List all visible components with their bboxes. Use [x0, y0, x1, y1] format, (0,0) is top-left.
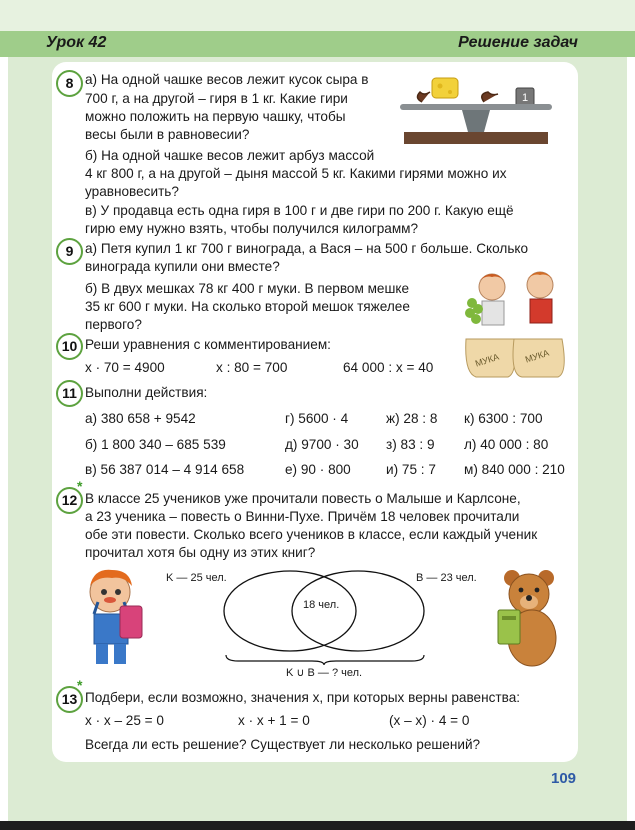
task11-a: а) 380 658 + 9542	[85, 411, 196, 426]
task11-z: з) 83 : 9	[386, 437, 435, 452]
sack-label-2: МУКА	[523, 347, 551, 365]
task12-line3: обе эти повести. Сколько всего учеников в классе, если каждый ученик	[85, 527, 538, 542]
task11-i: и) 75 : 7	[386, 462, 436, 477]
scales-illustration	[392, 66, 560, 148]
task9-b-line2: 35 кг 600 г муки. На сколько второй мешок тяжелее	[85, 299, 410, 314]
task11-l: л) 40 000 : 80	[464, 437, 549, 452]
bottom-strip	[0, 821, 635, 830]
venn-union-brace	[226, 655, 424, 665]
task11-m: м) 840 000 : 210	[464, 462, 565, 477]
task-number-8: 8	[56, 70, 83, 97]
task-number-11: 11	[56, 380, 83, 407]
page-number: 109	[551, 770, 577, 787]
task-number-10: 10	[56, 333, 83, 360]
task11-k: к) 6300 : 700	[464, 411, 543, 426]
weight-label: 1	[521, 92, 529, 104]
sack-label-1: МУКА	[473, 351, 501, 369]
task13-equation-2: x · x + 1 = 0	[238, 713, 310, 728]
task12-line1: В классе 25 учеников уже прочитали повесть о Малыше и Карлсоне,	[85, 491, 521, 506]
task8-a-line1: а) На одной чашке весов лежит кусок сыра в	[85, 72, 369, 87]
venn-label-union: K ∪ B — ? чел.	[286, 667, 363, 679]
task11-d: д) 9700 · 30	[285, 437, 359, 452]
task11-text: Выполни действия:	[85, 385, 208, 400]
task8-b-line1: б) На одной чашке весов лежит арбуз массой	[85, 148, 375, 163]
task-number-13: 13	[56, 686, 83, 713]
topic-title: Решение задач	[458, 34, 578, 51]
task9-a-line2: винограда купили они вместе?	[85, 259, 280, 274]
task8-c-line1: в) У продавца есть одна гиря в 100 г и две гири по 200 г. Какую ещё	[85, 203, 514, 218]
venn-set-b	[292, 571, 424, 651]
venn-label-center: 18 чел.	[303, 599, 340, 611]
task10-text: Реши уравнения с комментированием:	[85, 337, 331, 352]
task8-c-line2: гирю ему нужно взять, чтобы получился килограмм?	[85, 221, 419, 236]
task12-line4: прочитал хотя бы одну из этих книг?	[85, 545, 316, 560]
venn-label-left: K — 25 чел.	[166, 572, 227, 584]
winnie-pooh-illustration	[490, 566, 570, 670]
task9-a-line1: а) Петя купил 1 кг 700 г винограда, а Вася – на 500 г больше. Сколько	[85, 241, 529, 256]
task13-equation-3: (x – x) · 4 = 0	[389, 713, 470, 728]
carlson-illustration	[74, 566, 152, 670]
task13-equation-1: x · x – 25 = 0	[85, 713, 164, 728]
boys-with-flour-illustration	[458, 263, 570, 381]
task8-a-line3: можно положить на первую чашку, чтобы	[85, 109, 346, 124]
task11-b: б) 1 800 340 – 685 539	[85, 437, 226, 452]
task11-e: е) 90 · 800	[285, 462, 351, 477]
difficulty-star-12: *	[77, 478, 83, 494]
venn-diagram	[220, 565, 430, 665]
venn-set-k	[224, 571, 356, 651]
task-number-12: 12	[56, 487, 83, 514]
venn-label-right: B — 23 чел.	[416, 572, 477, 584]
task13-text: Подбери, если возможно, значения x, при которых верны равенства:	[85, 690, 521, 705]
task8-a-line4: весы были в равновесии?	[85, 127, 250, 142]
task13-question: Всегда ли есть решение? Существует ли несколько решений?	[85, 737, 481, 752]
task9-b-line3: первого?	[85, 317, 142, 332]
task9-b-line1: б) В двух мешках 78 кг 400 г муки. В первом мешке	[85, 281, 410, 296]
task8-a-line2: 700 г, а на другой – гиря в 1 кг. Какие гири	[85, 91, 348, 106]
difficulty-star-13: *	[77, 677, 83, 693]
task10-equation-1: x · 70 = 4900	[85, 360, 165, 375]
top-strip	[0, 0, 635, 32]
lesson-title: Урок 42	[46, 34, 107, 51]
page-header	[0, 31, 635, 57]
task11-v: в) 56 387 014 – 4 914 658	[85, 462, 245, 477]
task10-equation-3: 64 000 : x = 40	[343, 360, 434, 375]
task-number-9: 9	[56, 238, 83, 265]
task8-b-line2: 4 кг 800 г, а на другой – дыня массой 5 кг. Какими гирями можно их	[85, 166, 507, 181]
task11-g: г) 5600 · 4	[285, 411, 349, 426]
task12-line2: а 23 ученика – повесть о Винни-Пухе. Причём 18 человек прочитали	[85, 509, 520, 524]
task11-zh: ж) 28 : 8	[386, 411, 438, 426]
task8-b-line3: уравновесить?	[85, 184, 179, 199]
task10-equation-2: x : 80 = 700	[216, 360, 288, 375]
